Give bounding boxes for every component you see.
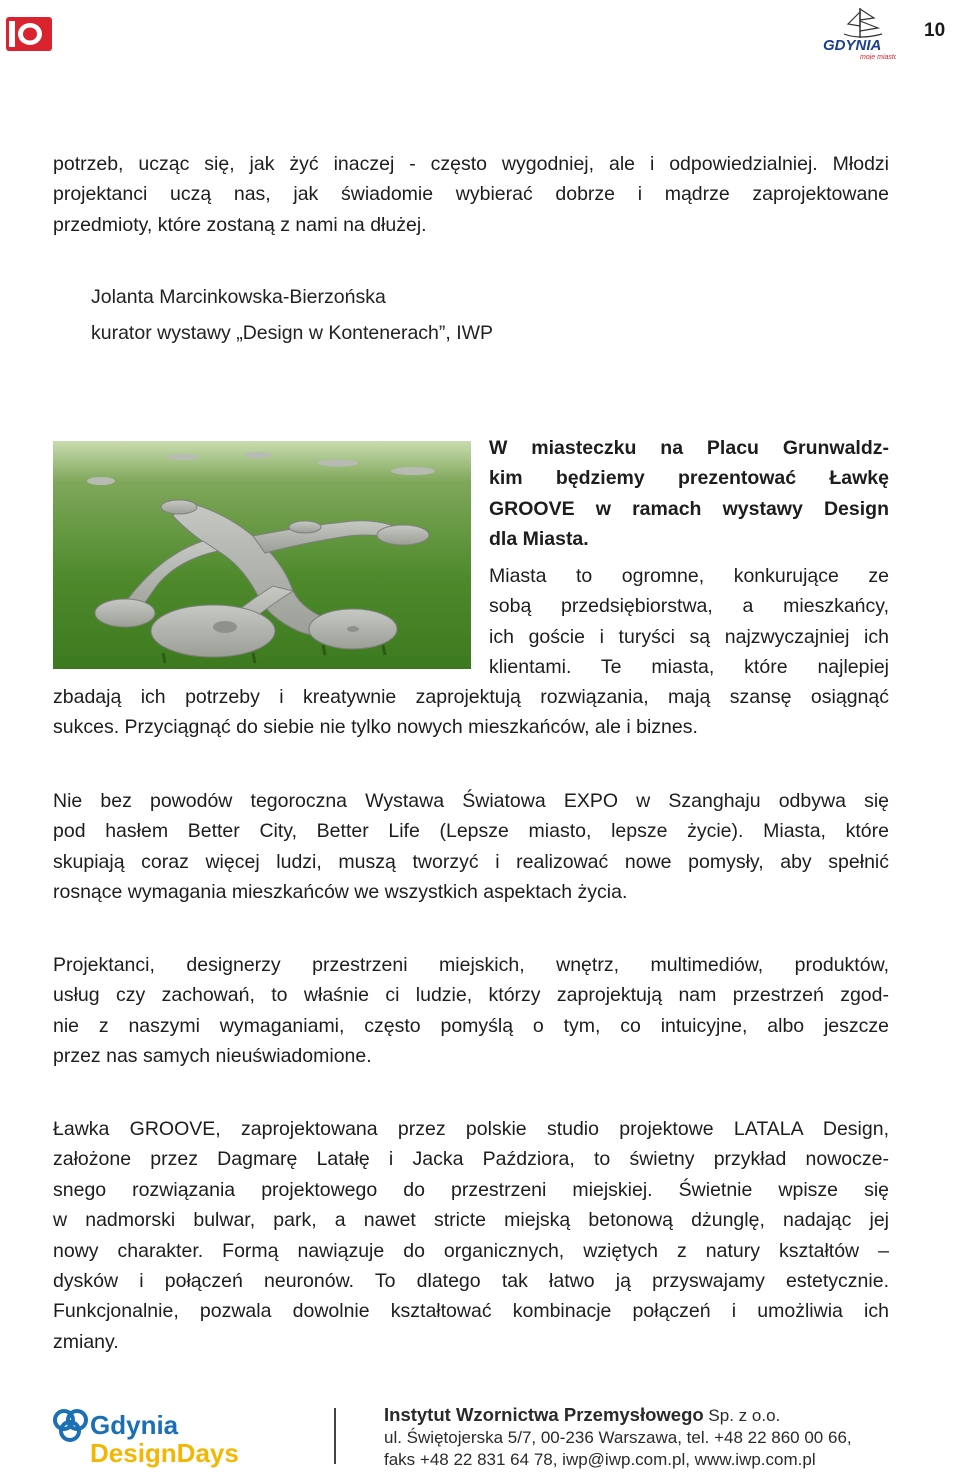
side-line: klientami. Te miasta, które najlepiej [489, 656, 889, 679]
gdynia-design-days-logo-icon [50, 1404, 250, 1468]
groove-line: dysków i połączeń neuronów. To dlatego tak łatwo ją przyswajamy estetycznie. [53, 1270, 889, 1293]
highlight-line: kim będziemy prezentować Ławkę [489, 467, 889, 490]
intro-line: przedmioty, które zostaną z nami na dłużej. [53, 213, 427, 236]
groove-paragraph [53, 1114, 889, 1357]
groove-bench-render-image [53, 441, 471, 669]
groove-line: nowy charakter. Formą nawiązuje do organicznych, wziętych z natury kształtów – [53, 1239, 889, 1262]
highlight-line: dla Miasta. [489, 528, 589, 551]
footer-contact-line: faks +48 22 831 64 78, iwp@iwp.com.pl, www.iwp.com.pl [384, 1450, 816, 1469]
designers-line: Projektanci, designerzy przestrzeni miejskich, wnętrz, multimediów, produktów, [53, 954, 889, 976]
side-line: ich goście i turyści są najzwyczajniej ich [489, 625, 889, 648]
footer-contact [384, 1404, 884, 1471]
signature-name: Jolanta Marcinkowska-Bierzońska [91, 286, 386, 308]
expo-paragraph [53, 786, 889, 908]
groove-line: Ławka GROOVE, zaprojektowana przez polskie studio projektowe LATALA Design, [53, 1118, 889, 1140]
side-line: Miasta to ogromne, konkurujące ze [489, 565, 889, 587]
signature-role: kurator wystawy „Design w Kontenerach”, IWP [91, 322, 494, 344]
footer-address: ul. Świętojerska 5/7, 00-236 Warszawa, tel. +48 22 860 00 66, [384, 1428, 852, 1447]
wrap-paragraph [53, 682, 889, 743]
groove-line: założone przez Dagmarę Latałę i Jacka Paździora, to świetny przykład nowocze- [53, 1148, 889, 1171]
footer-logo-line1: Gdynia [90, 1410, 179, 1440]
footer-divider [334, 1408, 336, 1464]
expo-line: rosnące wymagania mieszkańców we wszystkich aspektach życia. [53, 881, 628, 904]
groove-line: zmiany. [53, 1330, 119, 1353]
gdynia-city-logo-icon [820, 4, 896, 60]
groove-line: Funkcjonalnie, pozwala dowolnie kształtować kombinacje połączeń i umożliwia ich [53, 1300, 889, 1323]
intro-line: projektanci uczą nas, jak świadomie wybierać dobrze i mądrze zaprojektowane [53, 183, 889, 206]
groove-line: w nadmorski bulwar, park, a nawet stricte miejską betonową dżunglę, nadając jej [53, 1209, 889, 1232]
gdynia-logo-tagline: moje miasto [860, 54, 896, 60]
designers-line: nie z naszymi wymaganiami, często pomyślą o tym, co intuicyjne, albo jeszcze [53, 1014, 889, 1037]
expo-line: Nie bez powodów tegoroczna Wystawa Światowa EXPO w Szanghaju odbywa się [53, 790, 889, 812]
expo-line: skupiają coraz więcej ludzi, muszą tworzyć i realizować nowe pomysły, aby spełnić [53, 850, 889, 873]
intro-line: potrzeb, ucząc się, jak żyć inaczej - często wygodniej, ale i odpowiedzialniej. Młodzi [53, 153, 889, 175]
wrap-line: zbadają ich potrzeby i kreatywnie zaprojektują rozwiązania, mają szansę osiągnąć [53, 686, 889, 708]
wrap-line: sukces. Przyciągnąć do siebie nie tylko nowych mieszkańców, ale i biznes. [53, 716, 698, 739]
intro-paragraph [53, 149, 889, 240]
designers-line: usług czy zachowań, to właśnie ci ludzie, którzy zaprojektują nam przestrzeń zgod- [53, 984, 889, 1007]
designers-line: przez nas samych nieuświadomione. [53, 1045, 372, 1068]
footer-org-name: Instytut Wzornictwa Przemysłowego [384, 1404, 704, 1425]
expo-line: pod hasłem Better City, Better Life (Lepsze miasto, lepsze życie). Miasta, które [53, 820, 889, 843]
institute-logo-icon [6, 17, 52, 51]
side-line: sobą przedsiębiorstwa, a mieszkańcy, [489, 595, 889, 618]
footer-logo-line2: DesignDays [90, 1438, 239, 1468]
highlight-line: GROOVE w ramach wystawy Design [489, 497, 889, 520]
footer-org-suffix: Sp. z o.o. [708, 1406, 781, 1425]
designers-paragraph [53, 950, 889, 1072]
highlight-paragraph [489, 433, 889, 555]
groove-line: snego rozwiązania projektowego do przestrzeni miejskiej. Świetnie wpisze się [53, 1178, 889, 1201]
gdynia-logo-text: GDYNIA [823, 37, 882, 54]
side-paragraph [489, 561, 889, 683]
page-number: 10 [924, 20, 946, 41]
highlight-line: W miasteczku na Placu Grunwaldz- [489, 437, 889, 459]
